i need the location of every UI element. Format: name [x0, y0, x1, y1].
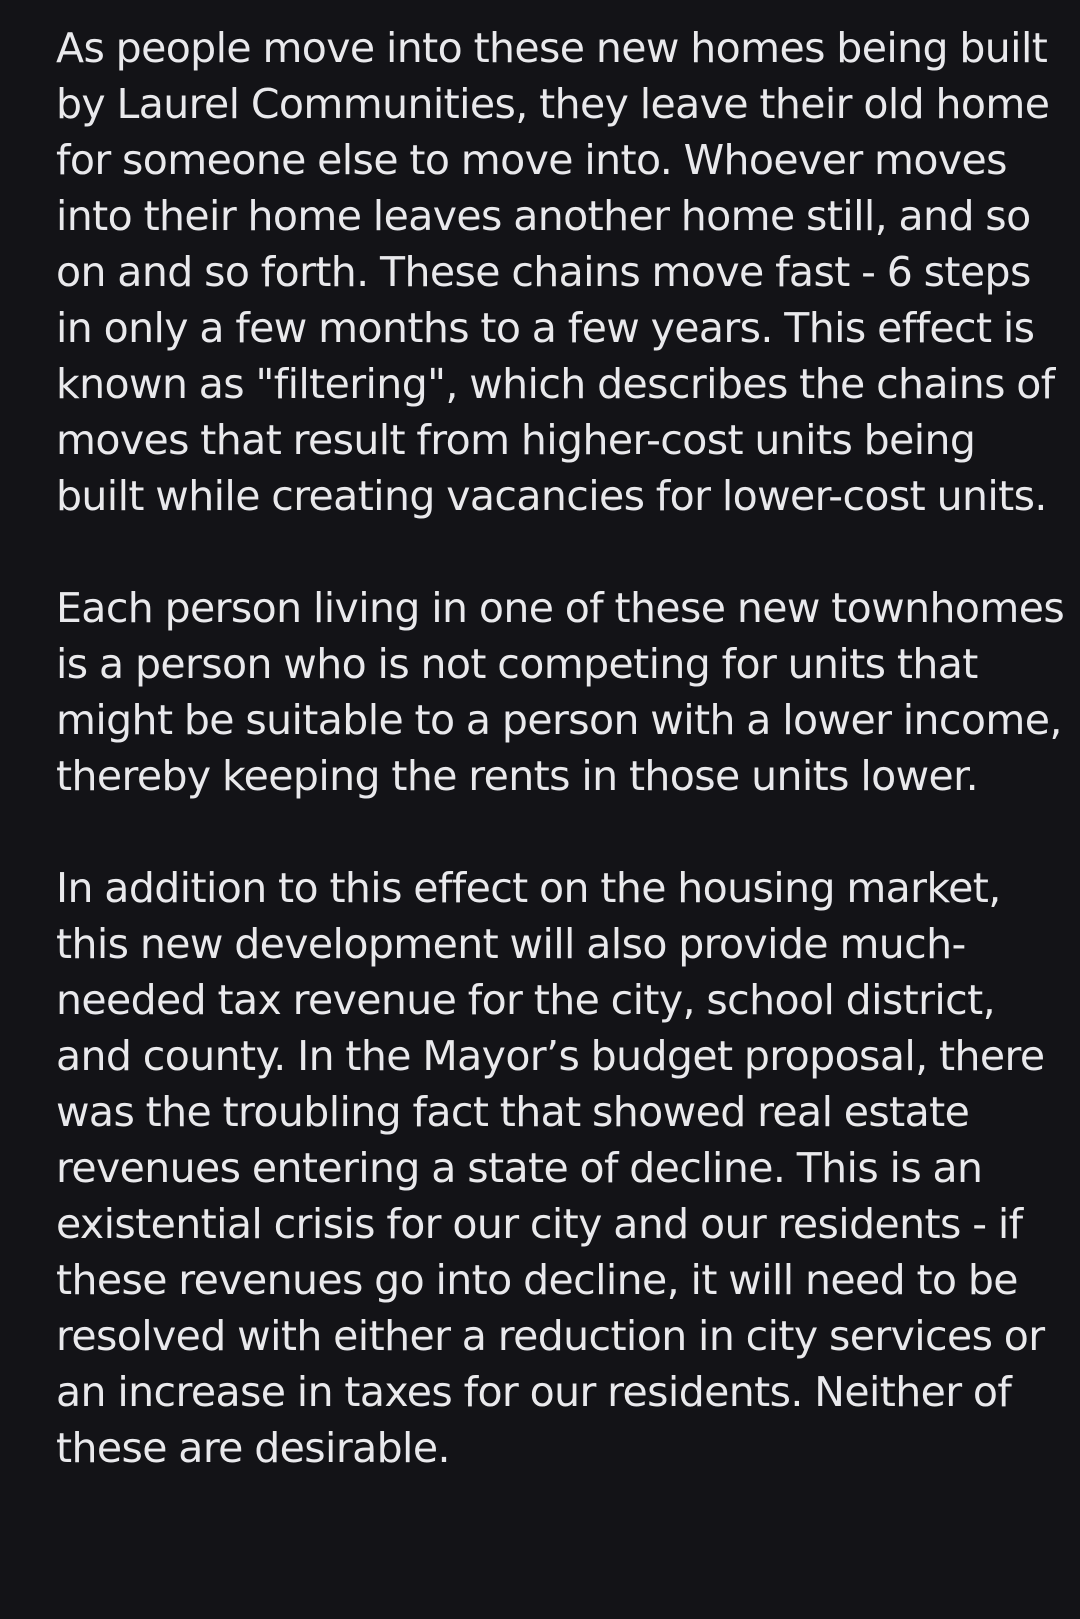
paragraph-filtering: As people move into these new homes being built by Laurel Communities, they leave their old home for someone else to move into. Whoever moves into their home leaves another home still, and so on and so forth. These chains move fast - 6 steps in only a few months to a few years. This effect is known as "filtering", which describes the chains of moves that result from higher-cost units being built while creating vacancies for lower-cost units.	[56, 24, 1055, 520]
post-body	[56, 20, 1074, 1532]
paragraph-townhomes: Each person living in one of these new townhomes is a person who is not competing for units that might be suitable to a person with a lower income, thereby keeping the rents in those units lower.	[56, 584, 1065, 800]
paragraph-tax-revenue: In addition to this effect on the housing market, this new development will also provide much-needed tax revenue for the city, school district, and county. In the Mayor’s budget proposal, there was the troubling fact that showed real estate revenues entering a state of decline. This is an existential crisis for our city and our residents - if these revenues go into decline, it will need to be resolved with either a reduction in city services or an increase in taxes for our residents. Neither of these are desirable.	[56, 864, 1045, 1472]
